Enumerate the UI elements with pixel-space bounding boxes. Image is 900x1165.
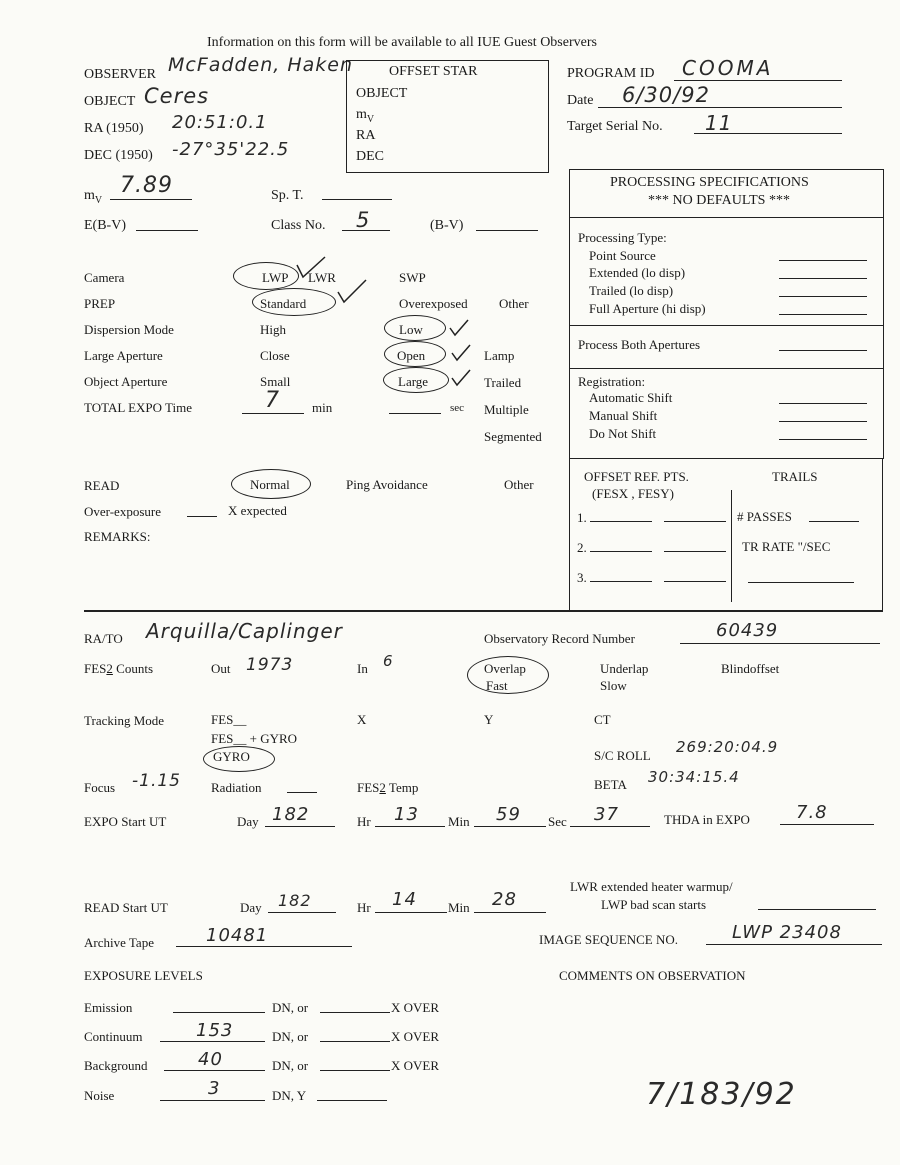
tracking-fes-2: FES__ + GYRO [211, 731, 298, 746]
processing-type-0: Point Source [589, 248, 656, 263]
processing-type-1: Extended (lo disp) [589, 265, 686, 280]
background-x-over: X OVER [391, 1058, 440, 1073]
processing-type-2-line [779, 296, 867, 297]
x-expected: X expected [228, 503, 287, 518]
expo-min-line [242, 413, 304, 414]
ra-label: RA (1950) [84, 121, 144, 136]
image-seq-label: IMAGE SEQUENCE NO. [539, 932, 679, 947]
read-min-label: Min [448, 900, 470, 915]
read-other: Other [504, 477, 534, 492]
noise-y-line [317, 1100, 387, 1101]
offset-star-title: OFFSET STAR [389, 64, 478, 79]
offset-ref-title: OFFSET REF. PTS. [584, 469, 689, 484]
open-check-icon [450, 343, 474, 363]
handwritten-date-signature: 7/183/92 [646, 1077, 797, 1112]
expo-sec-label: Sec [548, 814, 567, 829]
offset-star-object: OBJECT [356, 86, 408, 101]
read-normal: Normal [250, 477, 290, 492]
prep-overexposed: Overexposed [399, 296, 468, 311]
lwp-circle [233, 262, 299, 290]
registration-1-line [779, 421, 867, 422]
out-value: 1973 [246, 655, 294, 675]
tr-rate-line [748, 582, 854, 583]
expo-min-label: Min [448, 814, 470, 829]
multiple-option: Multiple [484, 402, 529, 417]
program-id-line [674, 80, 842, 81]
offset-row-2-fesy [664, 551, 726, 552]
expo-sec-line [389, 413, 441, 414]
target-serial-value: 11 [705, 111, 733, 135]
thda-label: THDA in EXPO [664, 812, 750, 827]
in-value: 6 [383, 652, 394, 670]
blindoffset-option: Blindoffset [721, 661, 780, 676]
sp-type-label: Sp. T. [271, 188, 304, 203]
read-hr-label: Hr [357, 900, 371, 915]
beta-value: 30:34:15.4 [648, 768, 740, 786]
radiation-label: Radiation [211, 780, 262, 795]
tracking-mode-label: Tracking Mode [84, 713, 165, 728]
offset-star-dec: DEC [356, 149, 384, 164]
sc-roll-value: 269:20:04.9 [676, 738, 779, 756]
read-min-value: 28 [492, 889, 517, 910]
rato-value: Arquilla/Caplinger [146, 619, 343, 643]
target-serial-label: Target Serial No. [567, 119, 663, 134]
noise-line [160, 1100, 265, 1101]
read-hr-line [375, 912, 447, 913]
read-min-line [474, 912, 546, 913]
comments-title: COMMENTS ON OBSERVATION [559, 968, 746, 983]
registration-2: Do Not Shift [589, 426, 657, 441]
camera-lwr: LWR [308, 270, 336, 285]
noise-value: 3 [208, 1078, 221, 1099]
expo-sec-unit: sec [450, 402, 465, 414]
in-label: In [357, 661, 368, 676]
expo-hr-label: Hr [357, 814, 371, 829]
continuum-value: 153 [196, 1020, 234, 1041]
large-check-icon [450, 368, 474, 388]
expo-min-start-value: 59 [496, 804, 521, 825]
continuum-x-over: X OVER [391, 1029, 440, 1044]
overlap-fast-circle [467, 656, 549, 694]
trails-title: TRAILS [772, 469, 818, 484]
object-aperture-large: Large [398, 374, 429, 389]
thda-line [780, 824, 874, 825]
noise-label: Noise [84, 1088, 115, 1103]
sp-type-line [322, 199, 392, 200]
offset-trails-divider [731, 490, 732, 602]
beta-label: BETA [594, 777, 627, 792]
radiation-line [287, 792, 317, 793]
archive-tape-line [176, 946, 352, 947]
underlap-option: Underlap [600, 661, 649, 676]
registration-label: Registration: [578, 374, 646, 389]
dispersion-high: High [260, 322, 286, 337]
focus-label: Focus [84, 780, 116, 795]
dec-value: -27°35'22.5 [172, 139, 290, 160]
noise-dn-y: DN, Y [272, 1088, 307, 1103]
dec-label: DEC (1950) [84, 148, 153, 163]
passes-line [809, 521, 859, 522]
fes-counts-label: FES2 Counts [84, 661, 153, 676]
processing-type-2: Trailed (lo disp) [589, 283, 674, 298]
expo-day-label: Day [237, 814, 259, 829]
thda-value: 7.8 [796, 802, 828, 823]
lwr-heater-line-1: LWR extended heater warmup/ [570, 879, 733, 894]
background-value: 40 [198, 1049, 223, 1070]
offset-row-3-fesy [664, 581, 726, 582]
overlap-option: Overlap [484, 661, 526, 676]
open-circle [384, 341, 446, 367]
processing-subtitle: *** NO DEFAULTS *** [648, 193, 790, 208]
read-day-value: 182 [278, 891, 312, 910]
archive-tape-label: Archive Tape [84, 935, 154, 950]
large-aperture-label: Large Aperture [84, 348, 163, 363]
focus-value: -1.15 [132, 771, 181, 791]
camera-lwp: LWP [262, 270, 289, 285]
obs-record-label: Observatory Record Number [484, 631, 635, 646]
tracking-ct: CT [594, 712, 611, 727]
offset-star-ra: RA [356, 128, 376, 143]
emission-x-over: X OVER [391, 1000, 440, 1015]
obs-record-line [680, 643, 880, 644]
normal-circle [231, 469, 311, 499]
processing-type-3: Full Aperture (hi disp) [589, 301, 706, 316]
prep-label: PREP [84, 296, 116, 311]
lwr-heater-line [758, 909, 876, 910]
expo-start-label: EXPO Start UT [84, 814, 167, 829]
total-expo-label: TOTAL EXPO Time [84, 400, 193, 415]
background-dn-or: DN, or [272, 1058, 309, 1073]
continuum-over-line [320, 1041, 390, 1042]
continuum-label: Continuum [84, 1029, 143, 1044]
emission-line [173, 1012, 265, 1013]
read-day-line [268, 912, 336, 913]
large-circle [383, 367, 449, 393]
mv-label: $m_V$ [84, 188, 103, 206]
offset-row-2: 2. [577, 540, 587, 555]
camera-label: Camera [84, 270, 125, 285]
standard-check-icon [336, 278, 370, 306]
tracking-x: X [357, 712, 367, 727]
expo-min-label-line [474, 826, 546, 827]
large-aperture-close: Close [260, 348, 290, 363]
registration-1: Manual Shift [589, 408, 658, 423]
registration-0-line [779, 403, 867, 404]
date-line [598, 107, 842, 108]
processing-title: PROCESSING SPECIFICATIONS [610, 175, 809, 190]
object-aperture-small: Small [260, 374, 291, 389]
ebv-line [136, 230, 198, 231]
remarks-label: REMARKS: [84, 529, 151, 544]
processing-type-1-line [779, 278, 867, 279]
ra-value: 20:51:0.1 [172, 112, 268, 133]
segmented-option: Segmented [484, 429, 542, 444]
expo-day-line [265, 826, 335, 827]
overexposure-line [187, 516, 217, 517]
lwr-heater-line-2: LWP bad scan starts [601, 897, 707, 912]
registration-0: Automatic Shift [589, 390, 673, 405]
form-header: Information on this form will be available to all IUE Guest Observers [207, 35, 597, 50]
gyro-circle [203, 746, 275, 772]
exposure-levels-title: EXPOSURE LEVELS [84, 968, 203, 983]
class-no-label: Class No. [271, 218, 326, 233]
offset-star-mv: $m_V$ [356, 107, 375, 125]
offset-ref-subtitle: (FESX , FESY) [592, 486, 674, 501]
lamp-option: Lamp [484, 348, 515, 363]
image-seq-line [706, 944, 882, 945]
tracking-y: Y [484, 712, 494, 727]
tr-rate-label: TR RATE "/SEC [742, 539, 831, 554]
prep-other: Other [499, 296, 529, 311]
processing-type-3-line [779, 314, 867, 315]
background-label: Background [84, 1058, 148, 1073]
sc-roll-label: S/C ROLL [594, 748, 651, 763]
expo-hr-value: 13 [394, 804, 419, 825]
prep-standard: Standard [260, 296, 307, 311]
image-seq-value: LWP 23408 [732, 922, 842, 943]
fes-temp-label: FES2 Temp [357, 780, 419, 795]
tracking-gyro: GYRO [213, 749, 250, 764]
expo-sec-value: 37 [594, 804, 619, 825]
offset-row-1-fesx [590, 521, 652, 522]
offset-row-2-fesx [590, 551, 652, 552]
expo-day-value: 182 [272, 804, 310, 825]
continuum-dn-or: DN, or [272, 1029, 309, 1044]
expo-min-unit: min [312, 400, 333, 415]
background-line [164, 1070, 265, 1071]
ebv-label: E(B-V) [84, 218, 126, 233]
low-circle [384, 315, 446, 341]
background-over-line [320, 1070, 390, 1071]
expo-min-value: 7 [265, 388, 280, 413]
archive-tape-value: 10481 [206, 925, 269, 946]
processing-divider-2 [569, 325, 883, 326]
program-id-value: COOMA [682, 56, 774, 80]
dispersion-low: Low [399, 322, 423, 337]
offset-row-1: 1. [577, 510, 587, 525]
rato-label: RA/TO [84, 631, 123, 646]
process-both-apertures: Process Both Apertures [578, 337, 701, 352]
bv-label: (B-V) [430, 218, 464, 233]
section-separator [84, 610, 883, 612]
object-value: Ceres [144, 84, 210, 108]
low-check-icon [448, 318, 472, 338]
dispersion-label: Dispersion Mode [84, 322, 174, 337]
continuum-line [160, 1041, 265, 1042]
lwr-check-icon [295, 255, 335, 285]
offset-row-3: 3. [577, 570, 587, 585]
read-start-label: READ Start UT [84, 900, 168, 915]
read-label: READ [84, 478, 120, 493]
slow-option: Slow [600, 678, 627, 693]
processing-type-0-line [779, 260, 867, 261]
observer-label: OBSERVER [84, 67, 157, 82]
emission-label: Emission [84, 1000, 133, 1015]
object-aperture-label: Object Aperture [84, 374, 168, 389]
read-ping-avoidance: Ping Avoidance [346, 477, 428, 492]
program-id-label: PROGRAM ID [567, 66, 655, 81]
offset-row-3-fesx [590, 581, 652, 582]
date-label: Date [567, 93, 594, 108]
observer-value: McFadden, Haken [168, 54, 354, 76]
trailed-option: Trailed [484, 375, 522, 390]
out-label: Out [211, 661, 231, 676]
offset-row-1-fesy [664, 521, 726, 522]
large-aperture-open: Open [397, 348, 426, 363]
read-day-label: Day [240, 900, 262, 915]
offset-ref-left-border [569, 458, 570, 610]
mv-line [110, 199, 192, 200]
date-value: 6/30/92 [622, 83, 710, 107]
class-no-value: 5 [356, 208, 371, 232]
emission-over-line [320, 1012, 390, 1013]
expo-hr-line [375, 826, 445, 827]
process-both-line [779, 350, 867, 351]
passes-label: # PASSES [737, 509, 792, 524]
camera-swp: SWP [399, 270, 426, 285]
bv-line [476, 230, 538, 231]
read-hr-value: 14 [392, 889, 417, 910]
object-label: OBJECT [84, 94, 136, 109]
obs-record-value: 60439 [716, 620, 779, 641]
processing-type-label: Processing Type: [578, 230, 667, 245]
mv-value: 7.89 [120, 173, 173, 198]
offset-ref-right-border [882, 458, 883, 610]
processing-divider-3 [569, 368, 883, 369]
emission-dn-or: DN, or [272, 1000, 309, 1015]
expo-sec-label-line [570, 826, 650, 827]
processing-divider-1 [569, 217, 883, 218]
tracking-fes-1: FES__ [211, 712, 247, 727]
overexposure-label: Over-exposure [84, 504, 161, 519]
standard-circle [252, 288, 336, 316]
registration-2-line [779, 439, 867, 440]
fast-option: Fast [486, 678, 508, 693]
